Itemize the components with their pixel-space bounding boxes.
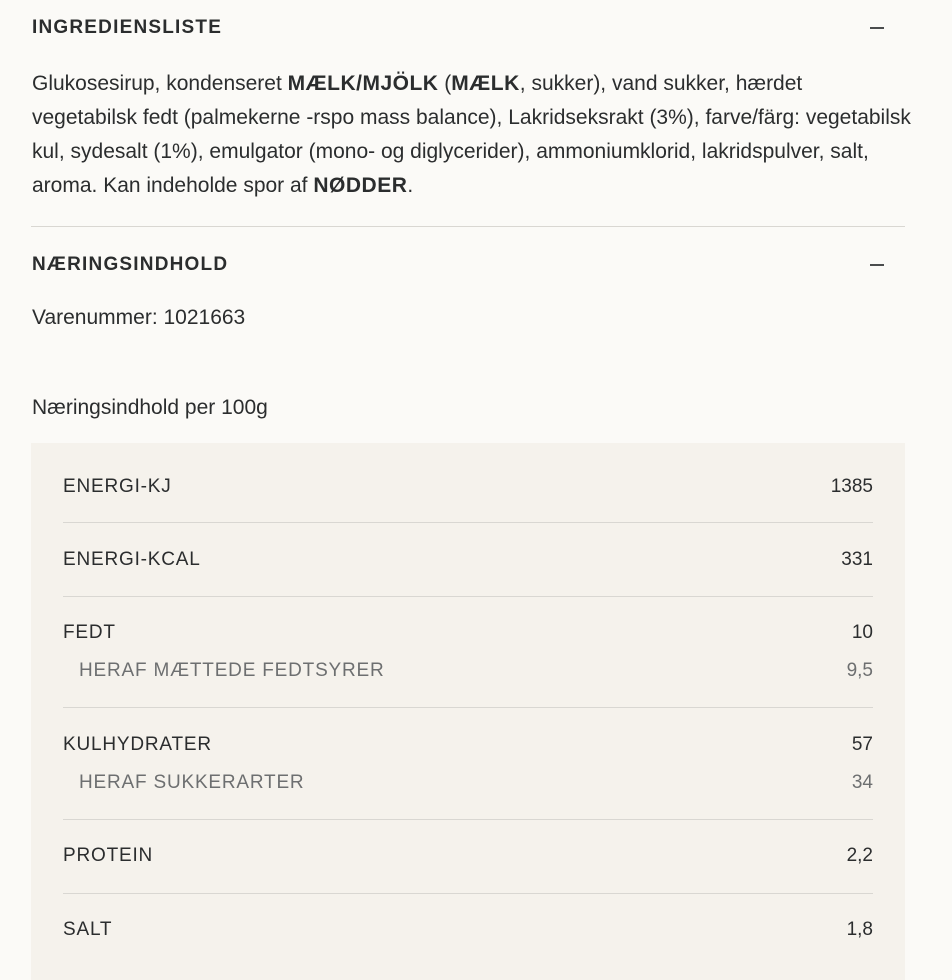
nutrition-value: 1385 [830,476,873,497]
ingredients-header[interactable] [32,13,905,43]
nutrition-label: ENERGI-KJ [63,476,172,497]
nutrition-subvalue: 34 [851,772,873,793]
section-divider [31,226,905,227]
allergen-nuts: NØDDER [313,174,408,197]
nutrition-row-salt [63,915,873,945]
ingredients-title: INGREDIENSLISTE [32,17,223,38]
nutrition-row-fat [63,618,873,648]
collapse-minus-icon[interactable] [870,27,884,29]
nutrition-label: ENERGI-KCAL [63,549,201,570]
ingredients-text-part: Glukosesirup, kondenseret [32,72,288,95]
ingredients-text-part: , sukker), vand sukker, hærdet vegetabilsk fedt (palmekerne -rspo mass balance), Lakridseksrakt (3%), farve/färg: vegetabilsk kul, sydesalt (1%), emulgator (mono- og diglycerider), ammoniumklorid, lakridspulver, salt, aroma. Kan indeholde spor af [32,72,911,197]
nutrition-row-energy-kj [63,472,873,502]
row-divider [63,819,873,820]
nutrition-row-protein [63,841,873,871]
nutrition-label: FEDT [63,622,116,643]
nutrition-value: 331 [841,549,873,570]
nutrition-label: SALT [63,919,113,940]
nutrition-title: NÆRINGSINDHOLD [32,254,229,275]
ingredients-text-part: ( [438,72,452,95]
nutrition-subvalue: 9,5 [846,660,873,681]
item-number: Varenummer: 1021663 [32,306,246,329]
nutrition-row-carbohydrates [63,730,873,760]
allergen-milk-2: MÆLK [451,72,520,95]
nutrition-header[interactable] [32,250,905,280]
nutrition-row-sugars [63,768,873,798]
row-divider [63,707,873,708]
row-divider [63,596,873,597]
row-divider [63,522,873,523]
nutrition-sublabel: HERAF MÆTTEDE FEDTSYRER [79,660,385,681]
ingredients-text-part: . [407,174,414,197]
nutrition-per-100g: Næringsindhold per 100g [32,396,268,419]
ingredients-text [32,67,912,203]
nutrition-value: 10 [851,622,873,643]
nutrition-row-saturated-fat [63,656,873,686]
nutrition-value: 1,8 [846,919,873,940]
nutrition-sublabel: HERAF SUKKERARTER [79,772,305,793]
nutrition-value: 57 [851,734,873,755]
nutrition-value: 2,2 [846,845,873,866]
row-divider [63,893,873,894]
nutrition-row-energy-kcal [63,545,873,575]
nutrition-label: KULHYDRATER [63,734,212,755]
allergen-milk: MÆLK/MJÖLK [287,72,439,95]
nutrition-label: PROTEIN [63,845,154,866]
nutrition-table [31,443,905,980]
collapse-minus-icon[interactable] [870,264,884,266]
